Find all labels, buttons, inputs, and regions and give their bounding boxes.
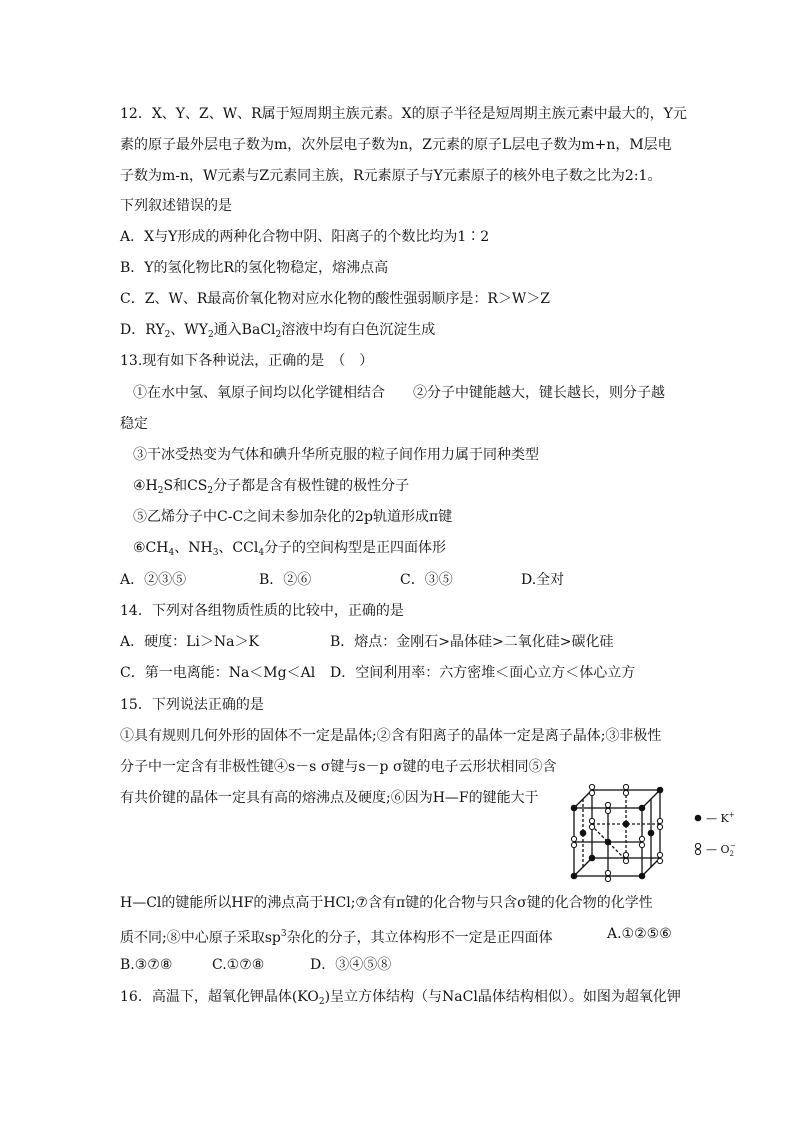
q13-statement-6: $⑥CH_4$、$NH_3$、CCl$_4$分子的空间构型是正四面体形	[133, 540, 447, 558]
q12-option-d: D．$RY_2$、$WY_2$通入BaCl$_2$溶液中均有白色沉淀生成	[120, 322, 436, 340]
q15-option-c: C.①⑦⑧	[212, 957, 265, 973]
q12-option-b: B．Y的氢化物比R的氢化物稳定，熔沸点高	[120, 260, 389, 276]
q16-line-1: 16．高温下，超氧化钾晶体$(KO_2)$呈立方体结构（与NaCl晶体结构相似）。如图为超氧化钾	[120, 989, 681, 1007]
q15-line-1: ①具有规则几何外形的固体不一定是晶体;②含有阳离子的晶体一定是离子晶体;③非极性	[120, 728, 662, 744]
q15-line-4: H—Cl的键能所以HF的沸点高于HCl;⑦含有π键的化合物与只含σ键的化合物的化学性	[120, 895, 653, 911]
q12-option-c: C．Z、W、R最高价氧化物对应水化物的酸性强弱顺序是：R＞W＞Z	[120, 291, 551, 307]
ko2-crystal-figure	[562, 780, 742, 890]
q13-option-c: C．③⑤	[400, 572, 453, 588]
q14-option-b: B．熔点：金刚石>晶体硅>二氧化硅>碳化硅	[330, 634, 614, 650]
q15-title: 15．下列说法正确的是	[120, 697, 264, 713]
q15-line-5: 质不同;⑧中心原子采取$sp^3$杂化的分子，其立体构形不一定是正四面体 A.①②⑤⑥	[120, 926, 672, 946]
q12-line-1: 12．X、Y、Z、W、R属于短周期主族元素。X的原子半径是短周期主族元素中最大的，Y元	[120, 106, 687, 122]
q14-option-a: A．硬度：Li＞Na＞K	[120, 634, 259, 650]
o2-ion-legend-label: — $O_2-$	[706, 842, 736, 858]
q15-option-b: B.③⑦⑧	[120, 957, 173, 973]
q15-line-3: 有共价键的晶体一定具有高的熔沸点及硬度;⑥因为H—F的键能大于	[120, 790, 539, 806]
q14-option-d: D．空间利用率：六方密堆＜面心立方＜体心立方	[330, 665, 636, 681]
q12-line-2: 素的原子最外层电子数为m，次外层电子数为n，Z元素的原子L层电子数为m+n，M层电	[120, 137, 672, 153]
q12-stem: 下列叙述错误的是	[120, 198, 232, 214]
q13-option-a: A．②③⑤	[120, 572, 187, 588]
q14-title: 14．下列对各组物质性质的比较中，正确的是	[120, 603, 404, 619]
q15-option-a: A.①②⑤⑥	[607, 926, 672, 942]
crystal-cell-diagram	[562, 780, 742, 890]
q15-option-d: D．③④⑤⑧	[310, 957, 392, 973]
q13-statement-1-2: ①在水中氢、氧原子间均以化学键相结合 ②分子中键能越大，键长越长，则分子越	[133, 385, 665, 401]
q13-statement-4: $④H_2S$和$CS_2$分子都是含有极性键的极性分子	[133, 478, 410, 496]
o2-ion-legend-icon	[695, 843, 700, 854]
q13-statement-2-cont: 稳定	[120, 416, 148, 432]
q13-statement-5: ⑤乙烯分子中C-C之间未参加杂化的2p轨道形成π键	[133, 509, 453, 525]
q14-option-c: C．第一电离能：Na＜Mg＜Al	[120, 665, 316, 681]
q13-statement-3: ③干冰受热变为气体和碘升华所克服的粒子间作用力属于同种类型	[133, 447, 539, 463]
q13-title: 13.现有如下各种说法，正确的是 （ ）	[120, 353, 374, 369]
k-ion-legend-icon	[695, 815, 702, 822]
q12-option-a: A．X与Y形成的两种化合物中阴、阳离子的个数比均为1∶2	[120, 229, 490, 245]
k-ion-legend-label: — K+	[706, 811, 735, 825]
q13-option-b: B．②⑥	[259, 572, 312, 588]
q12-line-3: 子数为m-n，W元素与Z元素同主族，R元素原子与Y元素原子的核外电子数之比为2:1。	[120, 168, 662, 184]
q15-line-2: 分子中一定含有非极性键④s－s σ键与s－p σ键的电子云形状相同⑤含	[120, 759, 557, 775]
q13-option-d: D.全对	[521, 572, 565, 588]
